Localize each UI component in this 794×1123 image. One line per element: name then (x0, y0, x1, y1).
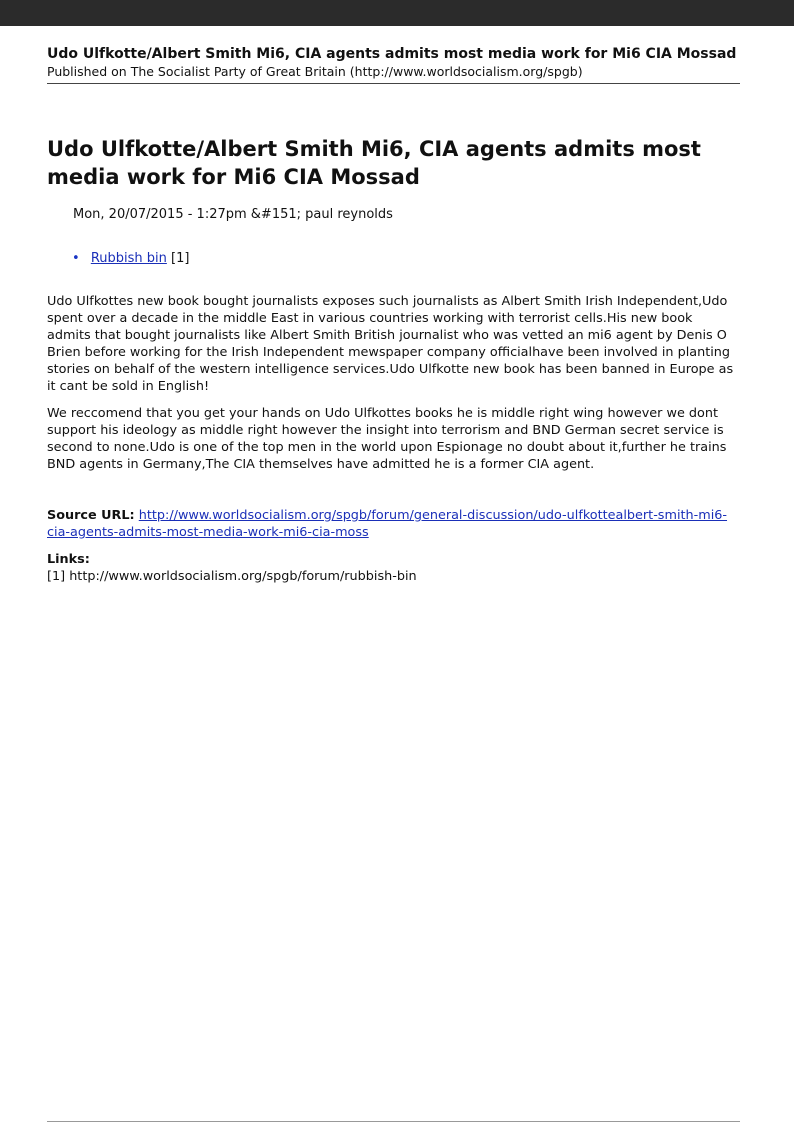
body-paragraph: We reccomend that you get your hands on Udo Ulfkottes books he is middle right wing however we dont support his ideology as middle right however the insight into terrorism and BND German secret service is second to none.Udo is one of the top men in the world upon Espionage no doubt about it,further he trains BND agents in Germany,The CIA themselves have admitted he is a former CIA agent. (47, 406, 727, 472)
taxonomy-terms (47, 250, 740, 268)
page-title: Udo Ulfkotte/Albert Smith Mi6, CIA agents admits most media work for Mi6 CIA Mossad (47, 137, 701, 189)
footer-divider (47, 1121, 740, 1122)
links-block (47, 551, 740, 585)
source-url-link[interactable]: http://www.worldsocialism.org/spgb/forum/general-discussion/udo-ulfkottealbert-smith-mi6-cia-agents-admits-most-media-work-mi6-cia-moss (47, 508, 728, 540)
source-url-label: Source URL: (47, 508, 135, 523)
link-reference-item: [1] http://www.worldsocialism.org/spgb/forum/rubbish-bin (47, 569, 417, 584)
article-body (47, 293, 740, 473)
submitted-meta: Mon, 20/07/2015 - 1:27pm &#151; paul reynolds (73, 207, 393, 222)
header-title: Udo Ulfkotte/Albert Smith Mi6, CIA agents admits most media work for Mi6 CIA Mossad (47, 46, 737, 62)
browser-top-bar (0, 0, 794, 26)
term-reference: [1] (171, 251, 190, 266)
body-paragraph: Udo Ulfkottes new book bought journalists exposes such journalists as Albert Smith Irish Independent,Udo spent over a decade in the middle East in various countries working with terrorist cells.His new book admits that bought journalists like Albert Smith British journalist who was vetted an mi6 agent by Denis O Brien before working for the Irish Independent mewspaper company officialhave been involved in planting stories on behalf of the western intelligence services.Udo Ulfkotte new book has been banned in Europe as it cant be sold in English! (47, 294, 734, 394)
source-url-block (47, 507, 740, 541)
links-label: Links: (47, 552, 90, 567)
article (47, 135, 740, 585)
published-on-line: Published on The Socialist Party of Great Britain (http://www.worldsocialism.org/spgb) (47, 64, 583, 79)
list-item (85, 250, 740, 268)
print-header (47, 45, 740, 84)
term-link-rubbish-bin[interactable]: Rubbish bin (90, 251, 167, 266)
